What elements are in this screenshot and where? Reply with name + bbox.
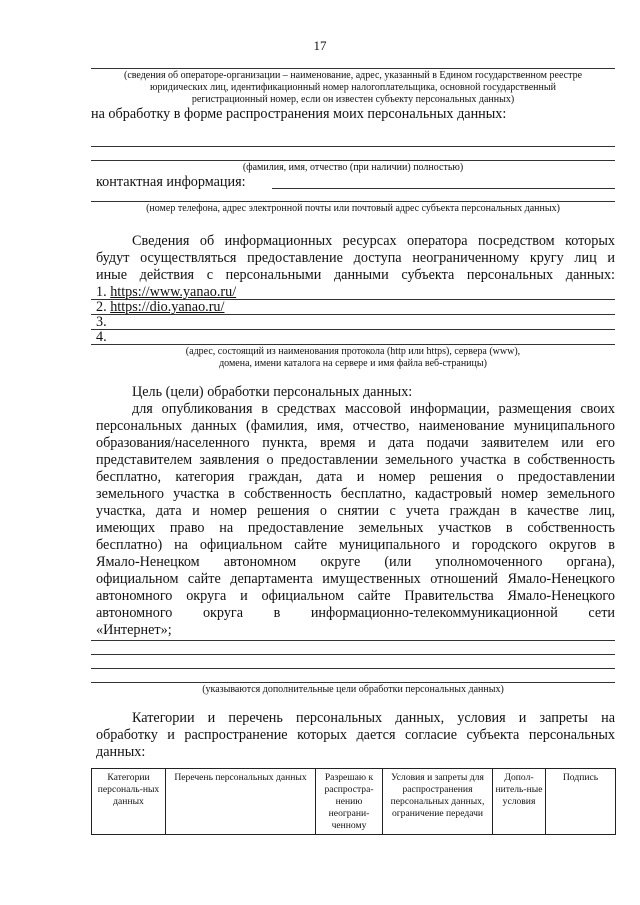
header-allow-distribution: Разрешаю к распростра-нению неограни-ченному <box>316 769 383 835</box>
resources-para-line-3: иные действия с персональными данными субъекта персональных данных: <box>96 267 615 283</box>
contact-label: контактная информация: <box>96 174 246 190</box>
extra-purposes-caption: (указываются дополнительные цели обработки персональных данных) <box>202 684 504 695</box>
contact-field-line[interactable] <box>272 188 615 189</box>
fio-line-2[interactable] <box>91 160 615 161</box>
header-signature: Подпись <box>546 769 616 835</box>
contact-line-2[interactable] <box>91 201 615 202</box>
header-additional-conditions: Допол-нитель-ные условия <box>493 769 546 835</box>
categories-para-line-3: данных: <box>96 744 146 760</box>
header-categories: Категории персональ-ных данных <box>92 769 166 835</box>
extra-purpose-line-1[interactable] <box>91 640 615 641</box>
header-conditions: Условия и запреты для распространения персональных данных, ограничение передачи <box>383 769 493 835</box>
address-caption: (адрес, состоящий из наименования протокола (http или https), сервера (www), домена, имени каталога на сервере и имя файла веб-страницы) <box>185 346 521 369</box>
resource-item-3: 3. <box>96 314 107 330</box>
personal-data-table <box>91 768 616 835</box>
operator-caption: (сведения об операторе-организации – наименование, адрес, указанный в Едином государственном реестре юридических лиц, идентификационный номер налогоплательщика, основной государственный регистрационный номер, если он известен субъекту персональных данных) <box>123 70 583 105</box>
extra-purpose-line-4[interactable] <box>91 682 615 683</box>
resource-line-3[interactable] <box>91 329 615 330</box>
document-page: 17 (сведения об операторе-организации – наименование, адрес, указанный в Едином государственном реестре юридических лиц, идентификационный номер налогоплательщика, основной государственный регистрационный номер, если он известен субъекту персональных данных) на обработку в форме распространения моих персональных данных: (фамилия, имя, отчество (при наличии) полностью) контактная информация: (номер телефона, адрес электронной почты или почтовый адрес субъекта персональных данных) Сведения об информационных ресурсах оператора посредством которых будут осуществляться предоставление доступа неограниченному кругу лиц и иные действия с персональными данными субъекта персональных данных: 1. https://www.yanao.ru/ 2. https://dio.yanao.ru/ 3. 4. (адрес, состоящий из наименования протокола (http или https), сервера (www), домена, имени каталога на сервере и имя файла веб-страницы) Цель (цели) обработки персональных данных: для опубликования в средствах массовой информации, размещения своих персональных данных (фамилия, имя, отчество, наименование муниципального образования/населенного пункта, время и дата подачи заявителем или его представителем заявления о предоставлении земельного участка в собственность бесплатно, категория граждан, дата и номер решения о предоставлении земельного участка в собственность бесплатно, кадастровый номер земельного участка, дата и номер решения о снятии с учета граждан в качестве лиц, имеющих право на предоставление земельных участков в собственность бесплатно) на официальном сайте муниципального и городского округов в Ямало-Ненецком автономном округе (или уполномоченного органа), официальном сайте департамента имущественных отношений Ямало-Ненецкого автономного округа и официальном сайте Правительства Ямало-Ненецкого автономного округа в информационно-телекоммуникационной сети «Интернет»; (указываются дополнительные цели обработки персональных данных) Категории и перечень персональных данных, условия и запреты на обработку и распространение которых дается согласие субъекта персональных данных: Категории персональ-ных данных Перечень персональных данных Разрешаю к распростра-нению неограни-ченному Условия и запреты для распространения персональных данных, ограничение передачи Допол-нитель-ные условия Подпись <box>0 0 640 905</box>
resource-link-1[interactable]: https://www.yanao.ru/ <box>110 284 237 300</box>
header-data-list: Перечень персональных данных <box>166 769 316 835</box>
resource-item-4: 4. <box>96 329 107 345</box>
resource-line-2 <box>91 314 615 315</box>
categories-para-line-1: Категории и перечень персональных данных, условия и запреты на <box>132 710 615 726</box>
resources-para-line-1: Сведения об информационных ресурсах оператора посредством которых <box>132 233 615 249</box>
categories-para-line-2: обработку и распространение которых дается согласие субъекта персональных <box>96 727 615 743</box>
resource-item-1: 1. https://www.yanao.ru/ <box>96 284 237 300</box>
table-header-row <box>92 769 616 835</box>
purpose-heading: Цель (цели) обработки персональных данных: <box>132 384 413 400</box>
operator-info-line <box>91 68 615 69</box>
extra-purpose-line-3[interactable] <box>91 668 615 669</box>
consent-line: на обработку в форме распространения моих персональных данных: <box>91 106 507 122</box>
resource-item-2: 2. https://dio.yanao.ru/ <box>96 299 225 315</box>
resources-para-line-2: будут осуществляться предоставление доступа неограниченному кругу лиц и <box>96 250 615 266</box>
extra-purpose-line-2[interactable] <box>91 654 615 655</box>
resource-line-4[interactable] <box>91 344 615 345</box>
fio-line-1[interactable] <box>91 146 615 147</box>
resource-link-2[interactable]: https://dio.yanao.ru/ <box>110 299 225 315</box>
page-number: 17 <box>313 38 327 53</box>
fio-caption: (фамилия, имя, отчество (при наличии) полностью) <box>242 162 464 173</box>
contact-caption: (номер телефона, адрес электронной почты или почтовый адрес субъекта персональных данных) <box>146 203 560 214</box>
